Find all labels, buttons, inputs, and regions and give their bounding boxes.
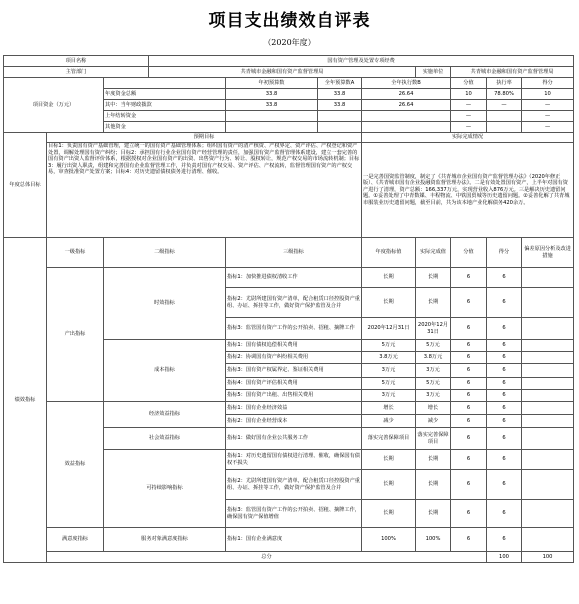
funds-cell: —: [487, 100, 522, 111]
indicator-target: 增长: [362, 402, 416, 415]
indicator-score: 6: [451, 364, 487, 378]
funds-cell: 10: [451, 89, 487, 100]
funds-cell: 33.8: [318, 89, 362, 100]
funds-cell: —: [451, 111, 487, 122]
indicator-got: 6: [487, 500, 522, 528]
indicator-actual: 100%: [416, 528, 451, 552]
indicator-remark: [522, 268, 574, 288]
level2-cost: 成本指标: [104, 340, 226, 402]
indicator-name: 指标3：监管国有资产工作的公开拍卖、招租、摘牌工作: [226, 318, 362, 340]
funds-cell: 26.64: [362, 89, 451, 100]
indicator-remark: [522, 402, 574, 415]
indicator-got: 6: [487, 268, 522, 288]
funds-cell: —: [451, 100, 487, 111]
perf-col-header: 分值: [451, 238, 487, 268]
indicator-actual: 长期: [416, 500, 451, 528]
total-got: 100: [522, 552, 574, 563]
funds-row-label: 其他资金: [104, 122, 226, 133]
funds-col-header: 全年执行数B: [362, 78, 451, 89]
funds-cell: [487, 111, 522, 122]
indicator-target: 长期: [362, 268, 416, 288]
funds-row-label: 年度资金总额: [104, 89, 226, 100]
indicator-got: 6: [487, 352, 522, 364]
funds-cell: [362, 122, 451, 133]
indicator-name: 指标1：国有企业满意度: [226, 528, 362, 552]
level1-output: 产出指标: [47, 268, 104, 402]
funds-row-label: 上年结转资金: [104, 111, 226, 122]
indicator-name: 指标2：国有企业经营成本: [226, 415, 362, 428]
indicator-remark: [522, 428, 574, 450]
indicator-actual: 3万元: [416, 390, 451, 402]
funds-cell: 33.8: [226, 100, 318, 111]
actual-completion-text: 一是完善国资监管制度，制定了《共青城市企业国有资产监督管理办法》（2020年修正版）、《共青城市国有企业投融资监督管理办法》。二是有效处置国有资产，上半年对国有资产进行了清理，资产总额：166,337万元，实现营业收入876万元。三是解决历史遗留问题。①妥善处理了中青数媒、丰程物流、中铁国贸城等历史遗留问题。②妥善化解了共青城市服装业历史遗留问题，截至目前，共为该本地产业化解债务420余万。: [362, 143, 574, 238]
indicator-actual: 5万元: [416, 378, 451, 390]
funds-col-header: 分值: [451, 78, 487, 89]
funds-cell: [226, 122, 318, 133]
perf-col-header: 年度指标值: [362, 238, 416, 268]
indicator-got: 6: [487, 450, 522, 470]
expected-goals-header: 预期目标: [47, 133, 362, 143]
indicator-target: 5万元: [362, 340, 416, 352]
funds-cell: [487, 122, 522, 133]
indicator-score: 6: [451, 288, 487, 318]
indicator-score: 6: [451, 428, 487, 450]
indicator-remark: [522, 528, 574, 552]
indicator-name: 指标1：国有债权追偿相关费用: [226, 340, 362, 352]
document-title: 项目支出绩效自评表: [208, 11, 371, 31]
indicator-actual: 3.8万元: [416, 352, 451, 364]
funds-cell: 78.80%: [487, 89, 522, 100]
indicator-name: 指标5：国有资产出租、出售相关费用: [226, 390, 362, 402]
indicator-target: 落实完善保障项目: [362, 428, 416, 450]
level2-service-satisfaction: 服务对象满意度指标: [104, 528, 226, 552]
indicator-actual: 长期: [416, 268, 451, 288]
indicator-name: 指标3：监管国有资产工作的公开拍卖、招租、摘牌工作，确保国有资产保值增值: [226, 500, 362, 528]
funds-cell: [318, 122, 362, 133]
indicator-score: 6: [451, 415, 487, 428]
indicator-name: 指标4：国有资产评估相关费用: [226, 378, 362, 390]
indicator-remark: [522, 364, 574, 378]
indicator-target: 5万元: [362, 378, 416, 390]
perf-col-header: 得分: [487, 238, 522, 268]
perf-label: 绩效指标: [4, 238, 47, 563]
level1-satisfaction: 满意度指标: [47, 528, 104, 552]
indicator-got: 6: [487, 390, 522, 402]
funds-cell: —: [522, 100, 574, 111]
level2-economic: 经济效益指标: [104, 402, 226, 428]
indicator-score: 6: [451, 318, 487, 340]
indicator-actual: 长期: [416, 288, 451, 318]
dept-label: 主管部门: [4, 67, 149, 78]
indicator-actual: 长期: [416, 470, 451, 500]
perf-col-header: 偏差原因分析及改进措施: [522, 238, 574, 268]
indicator-score: 6: [451, 390, 487, 402]
indicator-remark: [522, 318, 574, 340]
goals-label: 年度总体目标: [4, 133, 47, 238]
indicator-remark: [522, 390, 574, 402]
project-name-value: 国有资产管理及处置专项经费: [149, 56, 574, 67]
funds-col-header: 执行率: [487, 78, 522, 89]
indicator-actual: 2020年12月31日: [416, 318, 451, 340]
indicator-actual: 3万元: [416, 364, 451, 378]
indicator-name: 指标3：国有资产权属界定、鉴证相关费用: [226, 364, 362, 378]
total-score: 100: [487, 552, 522, 563]
indicator-name: 指标1：做好国有企业公共服务工作: [226, 428, 362, 450]
level2-timeliness: 时效指标: [104, 268, 226, 340]
indicator-name: 指标1：对历史遗留国有债权进行清理、催收，确保国有债权不损失: [226, 450, 362, 470]
level2-sustainable: 可持续影响指标: [104, 450, 226, 528]
indicator-remark: [522, 450, 574, 470]
impl-value: 共青城市金融和国有资产监督管理局: [451, 67, 574, 78]
indicator-name: 指标2：尤尉所建国有资产清单，配合租赁口径控股资产重组、办证、拆挂等工作，做好资产保护监管及合并: [226, 470, 362, 500]
funds-cell: —: [451, 122, 487, 133]
indicator-score: 6: [451, 470, 487, 500]
indicator-name: 指标1：国有企业经济效益: [226, 402, 362, 415]
funds-cell: 33.8: [318, 100, 362, 111]
indicator-got: 6: [487, 288, 522, 318]
indicator-score: 6: [451, 378, 487, 390]
indicator-got: 6: [487, 470, 522, 500]
indicator-name: 指标1：加快推进债权清收工作: [226, 268, 362, 288]
perf-col-header: 二级指标: [104, 238, 226, 268]
indicator-name: 指标2：尤尉所建国有资产清单，配合租赁口径控股资产重组、办证、拆挂等工作，做好资产保护监管及合并: [226, 288, 362, 318]
funds-cell: [226, 111, 318, 122]
indicator-target: 100%: [362, 528, 416, 552]
indicator-remark: [522, 288, 574, 318]
evaluation-table: [3, 55, 574, 563]
indicator-remark: [522, 470, 574, 500]
funds-col-header: 年初预算数: [226, 78, 318, 89]
indicator-target: 长期: [362, 288, 416, 318]
indicator-actual: 长期: [416, 450, 451, 470]
perf-col-header: 三级指标: [226, 238, 362, 268]
indicator-score: 6: [451, 402, 487, 415]
impl-label: 实施单位: [416, 67, 451, 78]
level2-social: 社会效益指标: [104, 428, 226, 450]
funds-cell: —: [522, 111, 574, 122]
indicator-target: 3.8万元: [362, 352, 416, 364]
indicator-actual: 落实完善保障项目: [416, 428, 451, 450]
funds-cell: 26.64: [362, 100, 451, 111]
document-subtitle: （2020年度）: [263, 38, 316, 47]
funds-col-header: 全年预算数A: [318, 78, 362, 89]
indicator-target: 3万元: [362, 364, 416, 378]
level1-benefit: 效益指标: [47, 402, 104, 528]
indicator-target: 3万元: [362, 390, 416, 402]
indicator-score: 6: [451, 528, 487, 552]
indicator-score: 6: [451, 500, 487, 528]
perf-col-header: 一级指标: [47, 238, 104, 268]
indicator-got: 6: [487, 402, 522, 415]
indicator-actual: 5万元: [416, 340, 451, 352]
perf-col-header: 实际完成值: [416, 238, 451, 268]
expected-goals-text: 目标1：负责国有资产基础管理，建立统一的国有资产基础管理体系；组织国有资产的清产核资、产权界定、资产评估、产权登记和资产处置，调解处理国有资产纠纷；目标2：承担国有行业企业国有资产经营管理的责任，加强国有资产监督管理体系建设，建立一套完善的国有资产出资人监督评价体系，根据授权对企业国有资产的出资、出售资产行为、转让、股权转让，规范产权交易的市场流转机制；目标3：履行出资人职责，组建和完善国有企业监督管理工作，并负责对国有产权交易、资产评估、产权流转，监督管理国有资产的产权交易，审查批准资产处置方案；目标4：对历史遗留债权债务进行清理、催收。: [47, 143, 362, 238]
indicator-target: 长期: [362, 450, 416, 470]
funds-cell: 10: [522, 89, 574, 100]
indicator-got: 6: [487, 415, 522, 428]
indicator-got: 6: [487, 528, 522, 552]
funds-cell: [362, 111, 451, 122]
indicator-target: 长期: [362, 470, 416, 500]
funds-row-label: 其中：当年财政拨款: [104, 100, 226, 111]
indicator-score: 6: [451, 340, 487, 352]
indicator-remark: [522, 415, 574, 428]
dept-value: 共青城市金融和国有资产监督管理局: [149, 67, 416, 78]
funds-cell: 33.8: [226, 89, 318, 100]
funds-corner: [104, 78, 226, 89]
indicator-actual: 减少: [416, 415, 451, 428]
indicator-target: 长期: [362, 500, 416, 528]
indicator-got: 6: [487, 364, 522, 378]
indicator-target: 减少: [362, 415, 416, 428]
funds-cell: [318, 111, 362, 122]
indicator-actual: 增长: [416, 402, 451, 415]
indicator-score: 6: [451, 268, 487, 288]
indicator-got: 6: [487, 340, 522, 352]
indicator-name: 指标2：协调国有资产纠纷相关费用: [226, 352, 362, 364]
indicator-target: 2020年12月31日: [362, 318, 416, 340]
indicator-got: 6: [487, 318, 522, 340]
total-label: 总分: [47, 552, 487, 563]
funds-label: 项目资金（万元）: [4, 78, 104, 133]
funds-cell: —: [522, 122, 574, 133]
actual-completion-header: 实际完成情况: [362, 133, 574, 143]
project-name-label: 项目名称: [4, 56, 149, 67]
indicator-got: 6: [487, 378, 522, 390]
indicator-score: 6: [451, 450, 487, 470]
indicator-remark: [522, 340, 574, 352]
indicator-remark: [522, 378, 574, 390]
indicator-remark: [522, 352, 574, 364]
indicator-remark: [522, 500, 574, 528]
indicator-score: 6: [451, 352, 487, 364]
indicator-got: 6: [487, 428, 522, 450]
funds-col-header: 得分: [522, 78, 574, 89]
